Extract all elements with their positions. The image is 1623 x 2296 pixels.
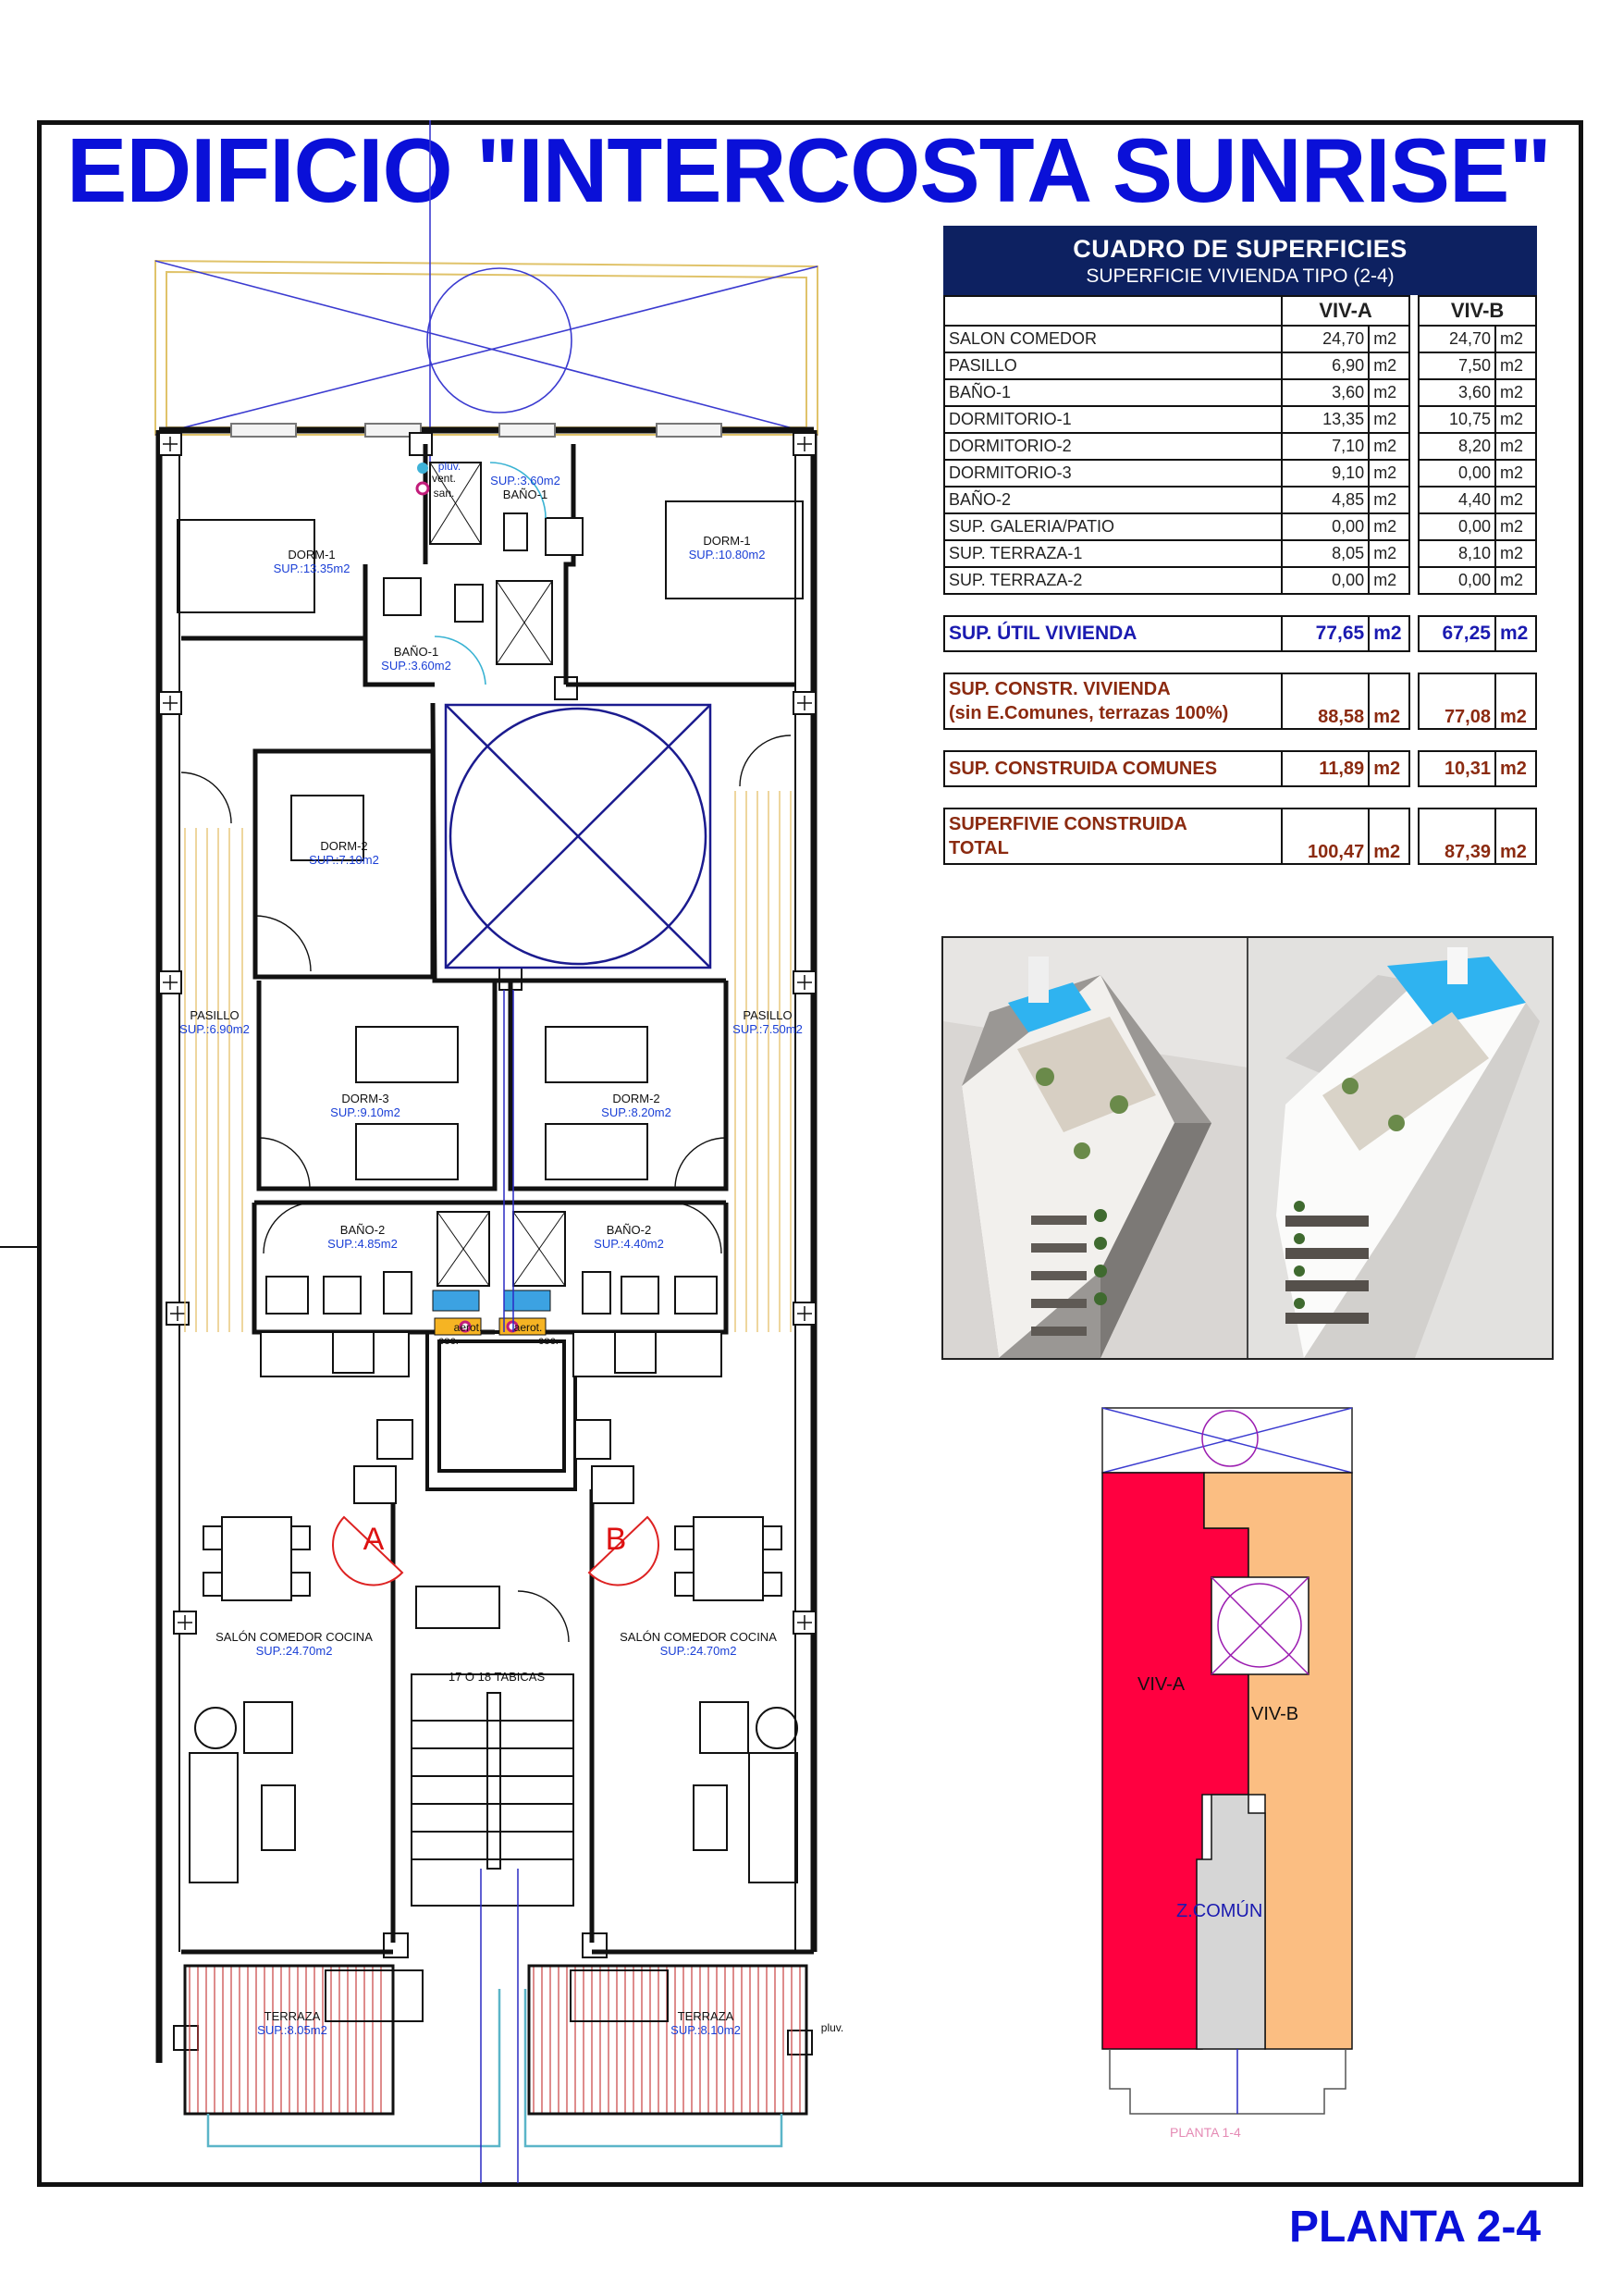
summary-label-line1: SUPERFIVIE CONSTRUIDA [949,814,1187,834]
value-viv-b: 8,20 [1419,433,1495,460]
summary-label-line1: SUP. CONSTR. VIVIENDA [949,679,1171,699]
unit-cell: m2 [1495,352,1536,379]
room-area: SUP.:24.70m2 [659,1644,737,1658]
column-viv-b: VIV-B [1419,296,1536,326]
room-name: SALÓN COMEDOR COCINA [620,1630,777,1644]
row-label: SUP. GALERIA/PATIO [944,513,1282,540]
value-viv-b: 24,70 [1419,326,1495,352]
unit-cell: m2 [1495,433,1536,460]
room-area: SUP.:4.85m2 [327,1237,398,1251]
room-name: DORM-1 [288,548,336,562]
row-label: DORMITORIO-2 [944,433,1282,460]
unit-cell: m2 [1495,487,1536,513]
room-area: SUP.:10.80m2 [688,548,766,562]
room-area: SUP.:3.60m2 [490,474,560,488]
coc-label-b: coc. [537,1334,559,1347]
value-viv-b: 0,00 [1419,460,1495,487]
room-terraza-a [257,2009,327,2037]
unit-cell: m2 [1369,616,1409,651]
unit-cell: m2 [1369,673,1409,729]
room-area: SUP.:13.35m2 [273,562,350,575]
room-name: PASILLO [190,1008,240,1022]
room-pasillo-b [732,1008,803,1036]
value-viv-b: 0,00 [1419,513,1495,540]
value-viv-a: 3,60 [1282,379,1369,406]
summary-label-line2: (sin E.Comunes, terrazas 100%) [949,703,1229,723]
summary-viv-a: 100,47 [1282,809,1369,864]
unit-cell: m2 [1369,460,1409,487]
unit-cell: m2 [1369,540,1409,567]
room-name: DORM-2 [612,1092,660,1105]
summary-viv-b: 87,39 [1419,809,1495,864]
room-terraza-b [670,2009,741,2037]
room-area: SUP.:6.90m2 [179,1022,250,1036]
summary-viv-b: 77,08 [1419,673,1495,729]
room-area: SUP.:8.05m2 [257,2023,327,2037]
room-bano2-a [327,1223,398,1251]
room-bano1-a [381,645,451,673]
unit-cell: m2 [1495,460,1536,487]
planta-label: PLANTA 2-4 [1289,2203,1542,2252]
room-dorm3-a [330,1092,400,1119]
room-name: PASILLO [743,1008,793,1022]
column-viv-a: VIV-A [1282,296,1409,326]
key-plan [1102,1408,1352,2114]
unit-cell: m2 [1495,379,1536,406]
value-viv-a: 4,85 [1282,487,1369,513]
unit-cell: m2 [1495,673,1536,729]
value-viv-a: 0,00 [1282,513,1369,540]
row-label: PASILLO [944,352,1282,379]
room-bano2-b [594,1223,664,1251]
san-label: san. [433,487,455,500]
value-viv-a: 7,10 [1282,433,1369,460]
building-title: EDIFICIO "INTERCOSTA SUNRISE" [67,119,1551,221]
room-area: SUP.:24.70m2 [255,1644,333,1658]
row-label: SALON COMEDOR [944,326,1282,352]
summary-viv-b: 67,25 [1419,616,1495,651]
unit-cell: m2 [1495,809,1536,864]
key-plan-caption: PLANTA 1-4 [1170,2125,1241,2140]
unit-cell: m2 [1495,751,1536,786]
unit-cell: m2 [1369,326,1409,352]
vent-label: vent. [431,472,457,485]
value-viv-a: 6,90 [1282,352,1369,379]
unit-cell: m2 [1495,513,1536,540]
summary-viv-a: 88,58 [1282,673,1369,729]
value-viv-b: 3,60 [1419,379,1495,406]
room-dorm2-a [309,839,379,867]
coc-label-a: coc. [437,1334,460,1347]
summary-label: SUP. CONSTRUIDA COMUNES [944,751,1282,786]
summary-viv-a: 11,89 [1282,751,1369,786]
room-name: BAÑO-2 [606,1223,652,1237]
table-title: CUADRO DE SUPERFICIES [1073,235,1408,263]
room-pasillo-a [179,1008,250,1036]
key-viv-a: VIV-A [1137,1674,1186,1695]
room-dorm1-b [689,534,766,562]
room-name: DORM-1 [703,534,751,548]
unit-b-marker: B [605,1522,627,1557]
unit-cell: m2 [1495,567,1536,594]
room-name: TERRAZA [677,2009,734,2023]
room-name: TERRAZA [264,2009,321,2023]
key-viv-b: VIV-B [1251,1704,1299,1724]
stairs-label: 17 O 18 TABICAS [448,1670,546,1684]
unit-cell: m2 [1495,616,1536,651]
room-name: BAÑO-1 [502,488,548,501]
room-area: SUP.:8.10m2 [670,2023,741,2037]
row-label: BAÑO-1 [944,379,1282,406]
summary-viv-a: 77,65 [1282,616,1369,651]
unit-cell: m2 [1369,379,1409,406]
unit-cell: m2 [1369,809,1409,864]
unit-cell: m2 [1369,487,1409,513]
value-viv-b: 8,10 [1419,540,1495,567]
room-bano1-b [490,474,560,501]
room-area: SUP.:7.10m2 [309,853,379,867]
value-viv-b: 10,75 [1419,406,1495,433]
unit-cell: m2 [1369,433,1409,460]
unit-cell: m2 [1369,406,1409,433]
value-viv-b: 7,50 [1419,352,1495,379]
unit-cell: m2 [1369,513,1409,540]
unit-cell: m2 [1495,540,1536,567]
room-dorm2-b [601,1092,671,1119]
value-viv-b: 0,00 [1419,567,1495,594]
value-viv-a: 13,35 [1282,406,1369,433]
value-viv-a: 24,70 [1282,326,1369,352]
unit-a-marker: A [363,1522,385,1557]
room-name: DORM-2 [320,839,368,853]
room-area: SUP.:7.50m2 [732,1022,803,1036]
room-area: SUP.:9.10m2 [330,1105,400,1119]
row-label: DORMITORIO-1 [944,406,1282,433]
room-name: SALÓN COMEDOR COCINA [215,1630,373,1644]
value-viv-a: 0,00 [1282,567,1369,594]
room-area: SUP.:4.40m2 [594,1237,664,1251]
pluv-label-bottom: pluv. [820,2021,844,2034]
row-label: DORMITORIO-3 [944,460,1282,487]
room-name: DORM-3 [341,1092,389,1105]
aerot-label-b: aerot. [513,1321,543,1334]
unit-cell: m2 [1369,751,1409,786]
room-name: BAÑO-2 [339,1223,386,1237]
room-salon-b [620,1630,777,1658]
unit-cell: m2 [1495,406,1536,433]
room-area: SUP.:3.60m2 [381,659,451,673]
room-area: SUP.:8.20m2 [601,1105,671,1119]
value-viv-a: 8,05 [1282,540,1369,567]
value-viv-a: 9,10 [1282,460,1369,487]
room-name: BAÑO-1 [393,645,439,659]
pluv-label-top: pluv. [437,460,461,473]
aerot-label-a: aerot. [453,1321,483,1334]
row-label: BAÑO-2 [944,487,1282,513]
table-subtitle: SUPERFICIE VIVIENDA TIPO (2-4) [1086,265,1395,287]
summary-label-line2: TOTAL [949,838,1009,858]
room-dorm1-a [274,548,350,575]
row-label: SUP. TERRAZA-2 [944,567,1282,594]
summary-viv-b: 10,31 [1419,751,1495,786]
room-salon-a [215,1630,373,1658]
row-label: SUP. TERRAZA-1 [944,540,1282,567]
unit-cell: m2 [1369,567,1409,594]
value-viv-b: 4,40 [1419,487,1495,513]
unit-cell: m2 [1495,326,1536,352]
summary-label: SUP. ÚTIL VIVIENDA [944,616,1282,651]
key-zona-comun: Z.COMÚN [1176,1901,1263,1921]
unit-cell: m2 [1369,352,1409,379]
